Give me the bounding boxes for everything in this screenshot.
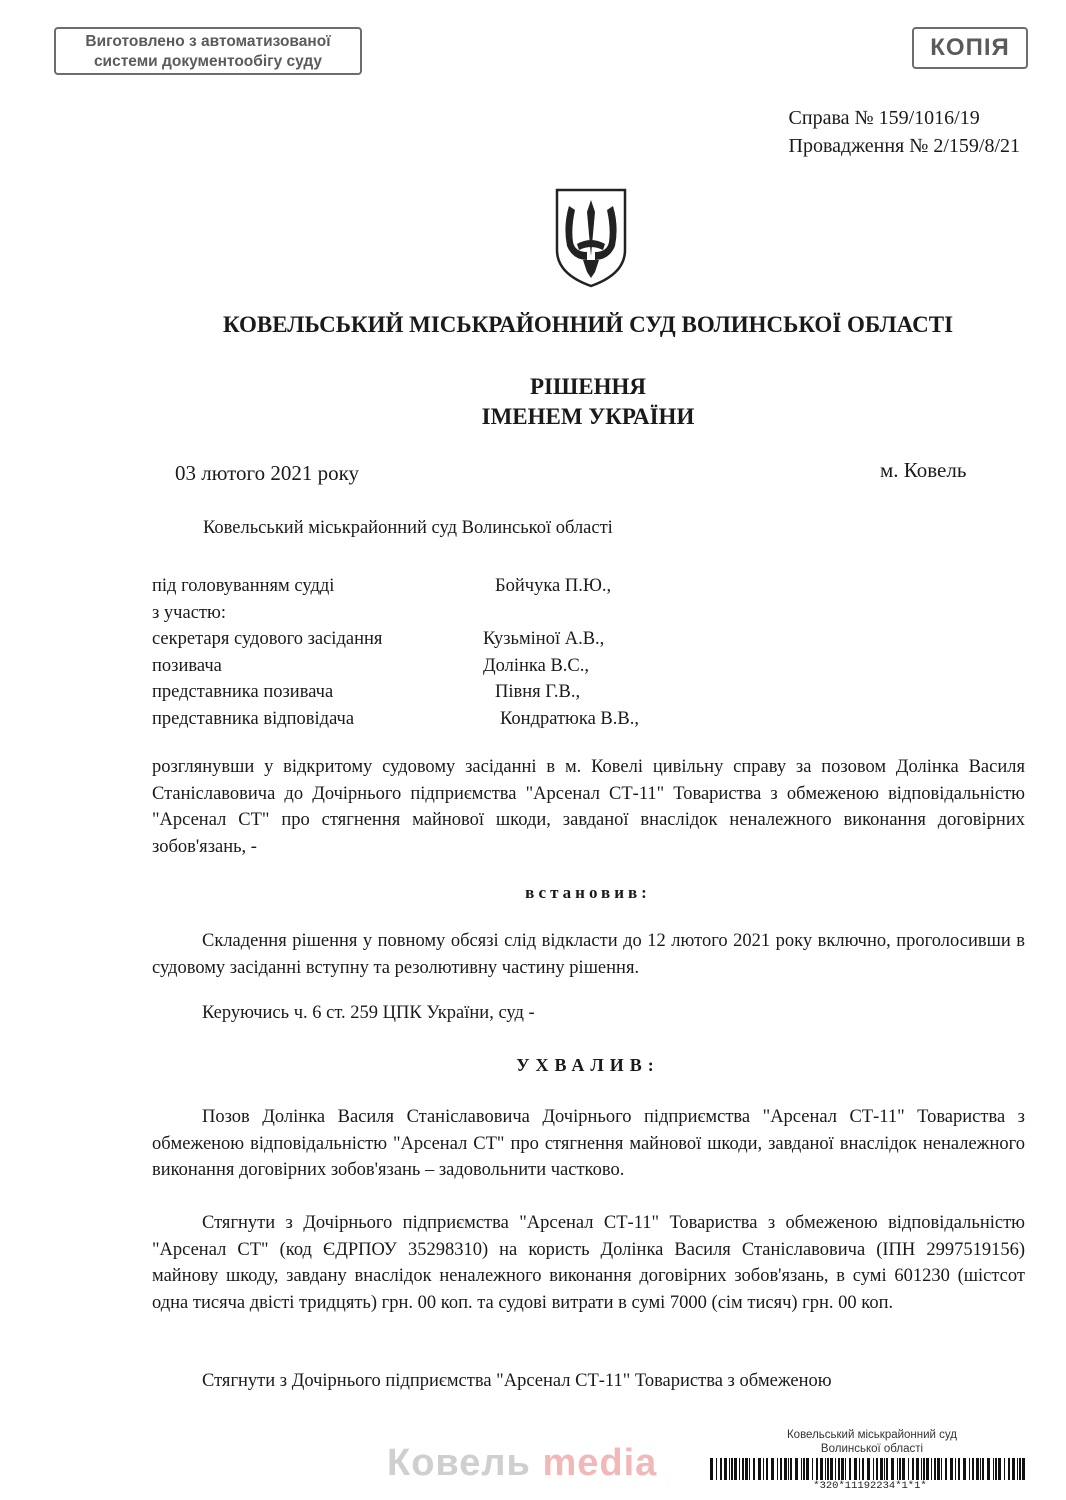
participant-role: представника позивача [152, 682, 334, 702]
barcode-bar [724, 1458, 727, 1480]
barcode-bar [1012, 1458, 1015, 1480]
barcode-bar [873, 1458, 874, 1480]
barcode-bar [993, 1458, 994, 1480]
stamp-line-1: Виготовлено з автоматизованої [85, 33, 331, 50]
ruling-1-text: Позов Долінка Василя Станіславовича Дочірнього підприємства "Арсенал СТ-11" Товариства з обмеженою відповідальністю "Арсенал СТ" про стягнення майнової шкоди, завданої внаслідок неналежного виконання договірних зобов'язань – задовольнити частково. [152, 1107, 1025, 1180]
decision-title [0, 372, 1066, 432]
barcode-bar [937, 1458, 940, 1480]
stamp-line-2: системи документообігу суду [93, 53, 323, 70]
barcode-bar [710, 1458, 713, 1480]
barcode-bar [884, 1458, 885, 1480]
barcode-bar [849, 1458, 851, 1480]
barcode-bar [1017, 1458, 1018, 1480]
decision-heading: РІШЕННЯ [530, 374, 646, 399]
barcode-bar [998, 1458, 1001, 1480]
participant-role: з участю: [152, 602, 226, 623]
ruling-paragraph-2 [152, 1210, 1025, 1316]
decision-date: 03 лютого 2021 року [175, 461, 360, 485]
barcode-bar [945, 1458, 947, 1480]
tryzub-coat-of-arms-icon [553, 186, 629, 290]
barcode-bar [891, 1458, 894, 1480]
barcode-bar [854, 1458, 857, 1480]
participant-name: Долінка В.С., [483, 655, 589, 676]
barcode-bar [801, 1458, 802, 1480]
barcode-bar [897, 1458, 898, 1480]
barcode-bar [1008, 1458, 1010, 1480]
barcode-bar [867, 1458, 870, 1480]
barcode-bar [845, 1458, 846, 1480]
barcode-bar [812, 1458, 813, 1480]
established-heading: встановив: [525, 883, 651, 902]
barcode-bar [806, 1458, 809, 1480]
barcode-bar [987, 1458, 990, 1480]
barcode-bar [859, 1458, 860, 1480]
participant-name: Бойчука П.Ю., [495, 576, 612, 596]
case-numbers [789, 104, 1020, 160]
court-title: КОВЕЛЬСЬКИЙ МІСЬКРАЙОННИЙ СУД ВОЛИНСЬКОЇ ОБЛАСТІ [222, 312, 954, 337]
barcode-bar [835, 1458, 836, 1480]
barcode-bar [830, 1458, 833, 1480]
ruled-heading: УХВАЛИВ: [516, 1055, 660, 1075]
barcode-bar [825, 1458, 826, 1480]
barcode-bar [899, 1458, 901, 1480]
barcode-bar [720, 1458, 722, 1480]
barcode-bar [931, 1458, 932, 1480]
barcode-bar [902, 1458, 905, 1480]
barcode-bar [753, 1458, 755, 1480]
barcode-bar [950, 1458, 953, 1480]
ruling-paragraph-3 [152, 1368, 1025, 1395]
barcode-bar [749, 1458, 750, 1480]
participant-name: Кузьміної А.В., [483, 629, 605, 649]
barcode-bar [795, 1458, 798, 1480]
participant-role: під головуванням судді [152, 576, 335, 596]
barcode-bar [734, 1458, 737, 1480]
barcode-bar [763, 1458, 764, 1480]
barcode-bar [716, 1458, 717, 1480]
guided-paragraph [152, 1000, 1025, 1027]
barcode-bar [771, 1458, 774, 1480]
barcode-bar [803, 1458, 805, 1480]
decision-subheading: ІМЕНЕМ УКРАЇНИ [481, 404, 695, 429]
barcode-bar [780, 1458, 782, 1480]
barcode-bar [908, 1458, 909, 1480]
footer-court-line-1: Ковельський міськрайонний суд [786, 1429, 958, 1441]
barcode-bar [729, 1458, 730, 1480]
barcode-bar [969, 1458, 970, 1480]
footer-court-line-2: Волинської області [820, 1443, 924, 1455]
footer-court-label [712, 1428, 1032, 1456]
established-text: Складення рішення у повному обсязі слід відкласти до 12 лютого 2021 року включно, проголосивши в судовому засіданні вступну та резолютивну частину рішення. [152, 931, 1025, 978]
guided-text: Керуючись ч. 6 ст. 259 ЦПК України, суд - [202, 1003, 535, 1023]
automated-system-stamp [54, 27, 362, 75]
participant-name: Кондратюка В.В., [500, 708, 639, 729]
barcode-bar [784, 1458, 787, 1480]
barcode-bar [926, 1458, 929, 1480]
barcode-bar [955, 1458, 956, 1480]
barcode-number: *320*11192234*1*1* [813, 1480, 927, 1492]
participant-name: Півня Г.В., [495, 682, 581, 702]
barcode-bar [838, 1458, 840, 1480]
proceeding-number: Провадження № 2/159/8/21 [788, 135, 1020, 157]
considered-paragraph: розглянувши у відкритому судовому засіданні в м. Ковелі цивільну справу за позовом Долінка Василя Станіславовича до Дочірнього підприємства "Арсенал СТ-11" Товариства з обмеженою відповідальністю "Арсенал СТ" про стягнення майнової шкоди, завданої внаслідок неналежного виконання договірних зобов'язань, - [152, 757, 1025, 857]
barcode-bar [963, 1458, 966, 1480]
case-number: Справа № 159/1016/19 [788, 107, 980, 129]
barcode-bar [941, 1458, 942, 1480]
barcode-bar [934, 1458, 936, 1480]
barcode-bar [862, 1458, 864, 1480]
participant-role: секретаря судового засідання [152, 629, 383, 649]
barcode-bar [731, 1458, 733, 1480]
watermark-part-1: Ковель [387, 1442, 531, 1484]
ruling-3-text: Стягнути з Дочірнього підприємства "Арсенал СТ-11" Товариства з обмеженою [202, 1371, 832, 1391]
decision-city: м. Ковель [880, 458, 967, 482]
barcode-bar [1004, 1458, 1005, 1480]
barcode [710, 1458, 1026, 1480]
barcode-bar [788, 1458, 789, 1480]
barcode-bar [1022, 1458, 1025, 1480]
barcode-bar [976, 1458, 979, 1480]
barcode-bar [923, 1458, 925, 1480]
barcode-bar [777, 1458, 778, 1480]
barcode-bar [972, 1458, 974, 1480]
barcode-bar [739, 1458, 740, 1480]
barcode-bar [820, 1458, 823, 1480]
kovel-media-watermark [387, 1442, 657, 1485]
barcode-bar [827, 1458, 829, 1480]
established-paragraph [152, 928, 1025, 981]
barcode-bar [745, 1458, 748, 1480]
barcode-bar [816, 1458, 818, 1480]
ruling-2-text: Стягнути з Дочірнього підприємства "Арсенал СТ-11" Товариства з обмеженою відповідальністю "Арсенал СТ" (код ЄДРПОУ 35298310) на користь Долінка Василя Станіславовича (ІПН 2997519156) майнову шкоду, завдану внаслідок неналежного виконання договірних зобов'язань, в сумі 601230 (шістсот одна тисяча двісті тридцять) грн. 00 коп. та судові витрати в сумі 7000 (сім тисяч) грн. 00 коп. [152, 1213, 1025, 1313]
participant-role: позивача [152, 655, 222, 676]
barcode-bar [766, 1458, 768, 1480]
barcode-bar [758, 1458, 761, 1480]
participant-role: представника відповідача [152, 708, 355, 729]
barcode-bar [958, 1458, 960, 1480]
barcode-bar [921, 1458, 922, 1480]
barcode-bar [916, 1458, 919, 1480]
barcode-bar [880, 1458, 883, 1480]
watermark-part-2: media [542, 1442, 658, 1484]
barcode-bar [995, 1458, 997, 1480]
barcode-bar [982, 1458, 984, 1480]
barcode-bar [912, 1458, 914, 1480]
barcode-bar [876, 1458, 878, 1480]
barcode-bar [886, 1458, 888, 1480]
court-intro: Ковельський міськрайонний суд Волинської області [203, 518, 613, 538]
barcode-bar [841, 1458, 844, 1480]
barcode-bar [790, 1458, 792, 1480]
barcode-bar [1019, 1458, 1021, 1480]
ruling-paragraph-1 [152, 1104, 1025, 1184]
barcode-bar [742, 1458, 744, 1480]
barcode-bar [980, 1458, 981, 1480]
copy-stamp: КОПІЯ [912, 27, 1028, 69]
